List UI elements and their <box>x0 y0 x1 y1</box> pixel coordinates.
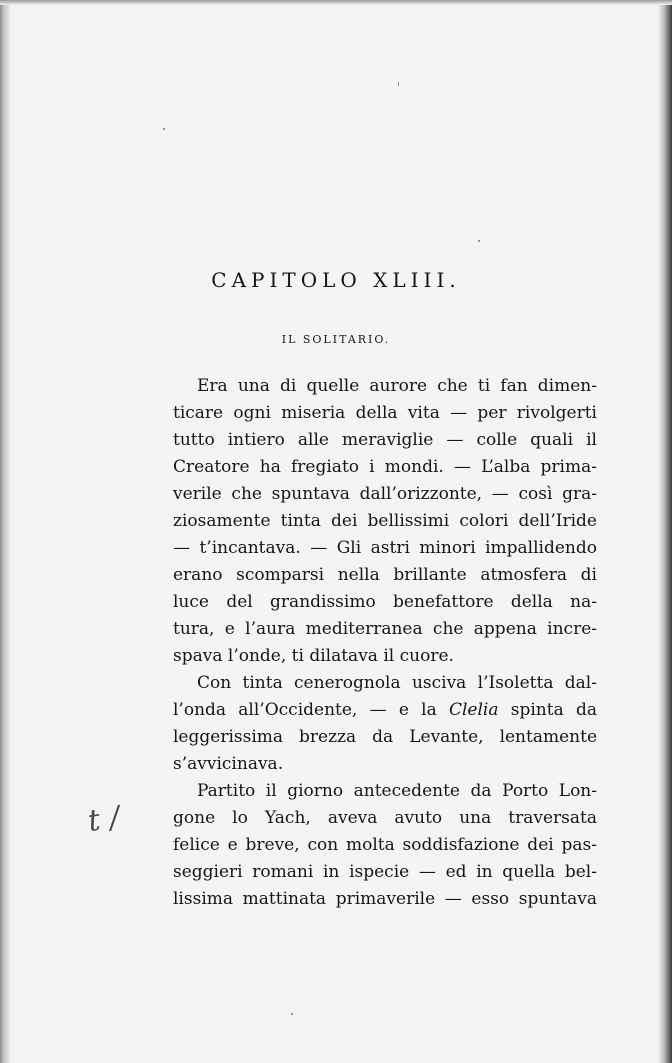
text-fragment: l’onda all’Occidente, — e la <box>173 700 437 720</box>
italic-ship-name: Clelia <box>448 700 499 720</box>
paper-speck <box>478 240 480 242</box>
text-line: spava l’onde, ti dilatava il cuore. <box>173 646 454 666</box>
text-line: seggieri romani in ispecie — ed in quella bel- <box>173 862 597 882</box>
text-line: leggerissima brezza da Levante, lentamente <box>173 727 597 747</box>
text-line: Con tinta cenerognola usciva l’Isoletta dal- <box>197 673 597 693</box>
text-line: Era una di quelle aurore che ti fan dimen- <box>197 376 597 396</box>
text-line: ticare ogni miseria della vita — per rivolgerti <box>173 403 597 423</box>
chapter-title: CAPITOLO XLIII. <box>211 268 461 292</box>
page-right-edge <box>658 0 672 1063</box>
text-fragment: spinta da <box>510 700 597 720</box>
text-line: gone lo Yach, aveva avuto una traversata <box>173 808 597 828</box>
page-left-edge <box>0 0 11 1063</box>
text-line: ziosamente tinta dei bellissimi colori dell’Iride <box>173 511 597 531</box>
text-line: lissima mattinata primaverile — esso spuntava <box>173 889 597 909</box>
handwritten-margin-note: t / <box>85 799 122 840</box>
paper-speck <box>291 1013 293 1015</box>
body-text <box>173 373 597 913</box>
text-line: tura, e l’aura mediterranea che appena incre- <box>173 619 597 639</box>
paper-speck <box>163 128 165 130</box>
paper-speck <box>398 82 399 86</box>
text-line: Creatore ha fregiato i mondi. — L’alba prima- <box>173 457 597 477</box>
text-line: — t’incantava. — Gli astri minori impallidendo <box>173 538 597 558</box>
text-line: luce del grandissimo benefattore della na- <box>173 592 597 612</box>
text-line: tutto intiero alle meraviglie — colle quali il <box>173 430 597 450</box>
page-top-edge <box>0 0 672 5</box>
text-line: erano scomparsi nella brillante atmosfera di <box>173 565 597 585</box>
text-line: Partito il giorno antecedente da Porto Lon- <box>197 781 597 801</box>
text-line: s’avvicinava. <box>173 754 284 774</box>
text-line: felice e breve, con molta soddisfazione dei pas- <box>173 835 597 855</box>
text-line: verile che spuntava dall’orizzonte, — così gra- <box>173 484 597 504</box>
section-title: IL SOLITARIO. <box>281 333 391 346</box>
text-line-with-italic <box>173 697 597 724</box>
